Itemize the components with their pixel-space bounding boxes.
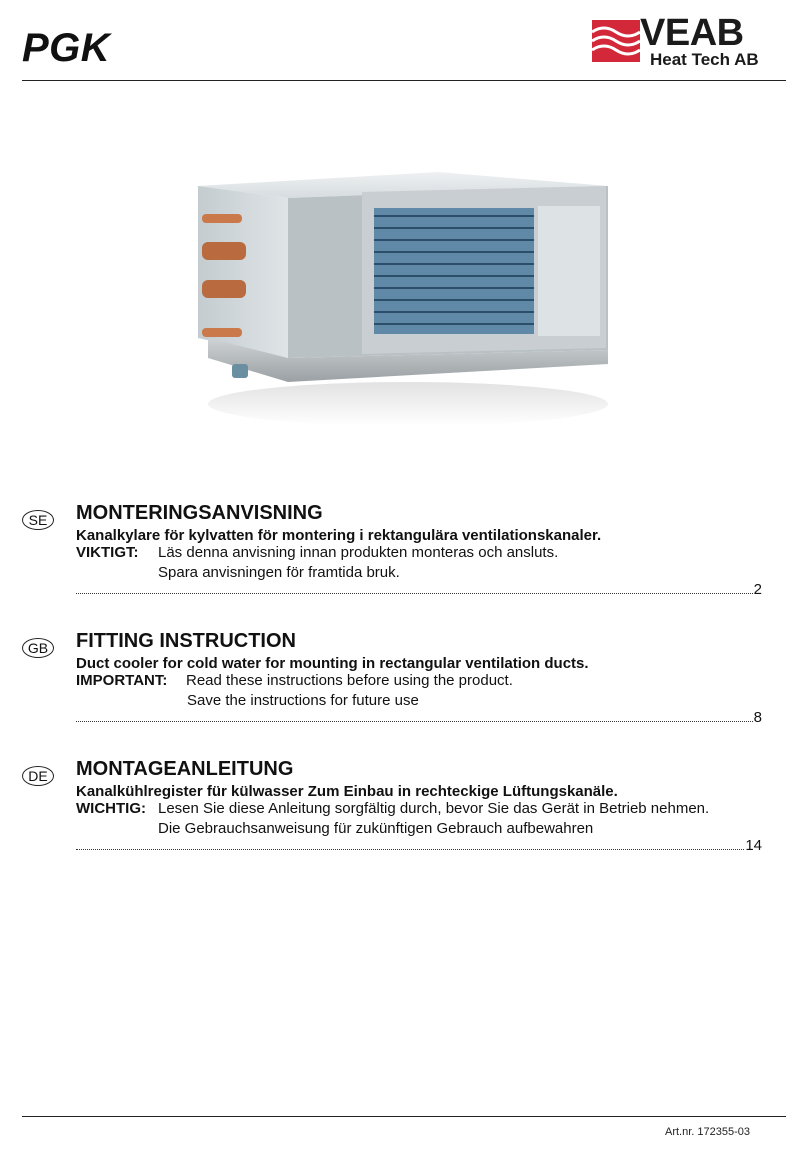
important-label: WICHTIG: [76,800,146,817]
section-title: MONTAGEANLEITUNG [76,758,294,780]
article-number: Art.nr. 172355-03 [664,1126,750,1138]
important-label: VIKTIGT: [76,544,139,561]
logo-subtitle: Heat Tech AB [650,50,759,69]
language-badge: GB [22,638,54,658]
language-badge: DE [22,766,54,786]
product-photo [188,168,616,430]
document-title: PGK [22,26,111,70]
section-subtitle: Duct cooler for cold water for mounting in rectangular ventilation ducts. [76,655,589,672]
header-divider [22,80,786,81]
dot-leader [76,838,744,850]
section-title: FITTING INSTRUCTION [76,630,296,652]
toc-leader [76,837,762,855]
save-text: Spara anvisningen för framtida bruk. [158,564,400,581]
save-text: Save the instructions for future use [187,692,419,709]
logo-brand: VEAB [640,12,744,54]
wave-emblem-icon [592,20,640,62]
important-line [76,672,513,689]
important-text: Lesen Sie diese Anleitung sorgfältig durch, bevor Sie das Gerät in Betrieb nehmen. [158,800,710,817]
page-number: 2 [753,581,762,598]
section-title: MONTERINGSANVISNING [76,502,323,524]
footer-divider [22,1116,786,1117]
toc-leader [76,581,762,599]
important-line [76,800,709,817]
language-badge: SE [22,510,54,530]
page-number: 8 [753,709,762,726]
page-number: 14 [745,837,762,854]
dot-leader [76,582,753,594]
important-text: Read these instructions before using the product. [186,672,513,689]
toc-leader [76,709,762,727]
veab-logo [590,12,772,72]
important-text: Läs denna anvisning innan produkten monteras och ansluts. [158,544,559,561]
important-label: IMPORTANT: [76,672,168,689]
important-line [76,544,558,561]
section-subtitle: Kanalkühlregister für külwasser Zum Einbau in rechteckige Lüftungskanäle. [76,783,618,800]
save-text: Die Gebrauchsanweisung für zukünftigen Gebrauch aufbewahren [158,820,594,837]
section-subtitle: Kanalkylare för kylvatten för montering i rektangulära ventilationskanaler. [76,527,602,544]
dot-leader [76,710,753,722]
